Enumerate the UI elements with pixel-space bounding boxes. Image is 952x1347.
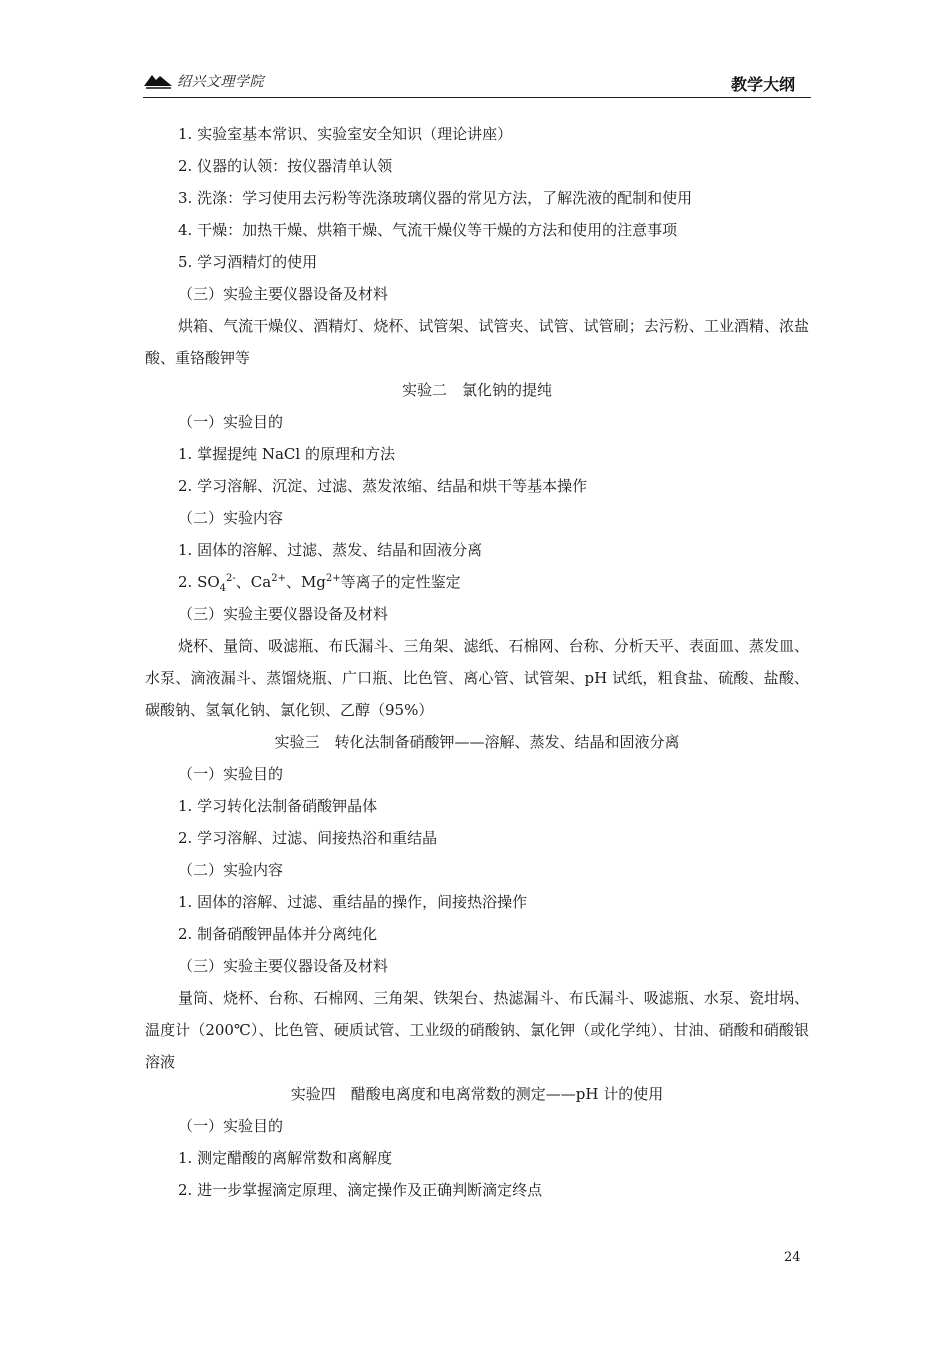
section-heading: （二）实验内容 (178, 509, 284, 527)
experiment-title: 实验四 醋酸电离度和电离常数的测定——pH 计的使用 (290, 1085, 664, 1103)
experiment-title: 实验三 转化法制备硝酸钾——溶解、蒸发、结晶和固液分离 (274, 733, 680, 751)
list-item: 3. 洗涤：学习使用去污粉等洗涤玻璃仪器的常见方法，了解洗液的配制和使用 (178, 189, 693, 207)
list-item: 2. 学习溶解、过滤、间接热浴和重结晶 (178, 829, 438, 847)
section-heading: （一）实验目的 (178, 413, 284, 431)
list-item: 1. 掌握提纯 NaCl 的原理和方法 (178, 445, 395, 463)
section-heading: （二）实验内容 (178, 861, 284, 879)
page-header (143, 64, 811, 96)
section-heading: （一）实验目的 (178, 765, 284, 783)
paragraph: 烘箱、气流干燥仪、酒精灯、烧杯、试管架、试管夹、试管、试管刷；去污粉、工业酒精、浓盐酸、重铬酸钾等 (145, 317, 809, 367)
mountain-logo-icon (143, 72, 173, 90)
section-heading: （三）实验主要仪器设备及材料 (178, 285, 389, 303)
section-heading: （三）实验主要仪器设备及材料 (178, 957, 389, 975)
school-logo (143, 70, 264, 92)
list-item: 2. $SO_4^{2-}$、$Ca^{2+}$、$Mg^{2+}$等离子的定性鉴定 (178, 573, 461, 594)
header-title: 教学大纲 (730, 75, 795, 94)
list-item: 1. 固体的溶解、过滤、重结晶的操作，间接热浴操作 (178, 893, 528, 911)
list-item: 1. 实验室基本常识、实验室安全知识（理论讲座） (178, 125, 513, 143)
document-body (145, 118, 809, 1206)
experiment-title: 实验二 氯化钠的提纯 (401, 381, 552, 399)
list-item: 4. 干燥：加热干燥、烘箱干燥、气流干燥仪等干燥的方法和使用的注意事项 (178, 221, 678, 239)
list-item: 1. 测定醋酸的离解常数和离解度 (178, 1149, 393, 1167)
logo-text: 绍兴文理学院 (177, 74, 264, 90)
page-number: 24 (784, 1250, 801, 1265)
list-item: 1. 固体的溶解、过滤、蒸发、结晶和固液分离 (178, 541, 483, 559)
list-item: 2. 进一步掌握滴定原理、滴定操作及正确判断滴定终点 (178, 1181, 543, 1199)
header-rule (143, 97, 811, 98)
paragraph: 量筒、烧杯、台称、石棉网、三角架、铁架台、热滤漏斗、布氏漏斗、吸滤瓶、水泵、瓷坩埚、温度计（200℃）、比色管、硬质试管、工业级的硝酸钠、氯化钾（或化学纯）、甘油、硝酸和硝酸银溶液 (145, 989, 809, 1071)
section-heading: （三）实验主要仪器设备及材料 (178, 605, 389, 623)
list-item: 2. 仪器的认领：按仪器清单认领 (178, 157, 393, 175)
paragraph: 烧杯、量筒、吸滤瓶、布氏漏斗、三角架、滤纸、石棉网、台称、分析天平、表面皿、蒸发皿、水泵、滴液漏斗、蒸馏烧瓶、广口瓶、比色管、离心管、试管架、pH 试纸，粗食盐、硫酸、盐酸、碳酸钠、氢氧化钠、氯化钡、乙醇（95%） (145, 637, 809, 719)
list-item: 5. 学习酒精灯的使用 (178, 253, 318, 271)
section-heading: （一）实验目的 (178, 1117, 284, 1135)
list-item: 2. 学习溶解、沉淀、过滤、蒸发浓缩、结晶和烘干等基本操作 (178, 477, 588, 495)
list-item: 2. 制备硝酸钾晶体并分离纯化 (178, 925, 378, 943)
list-item: 1. 学习转化法制备硝酸钾晶体 (178, 797, 378, 815)
